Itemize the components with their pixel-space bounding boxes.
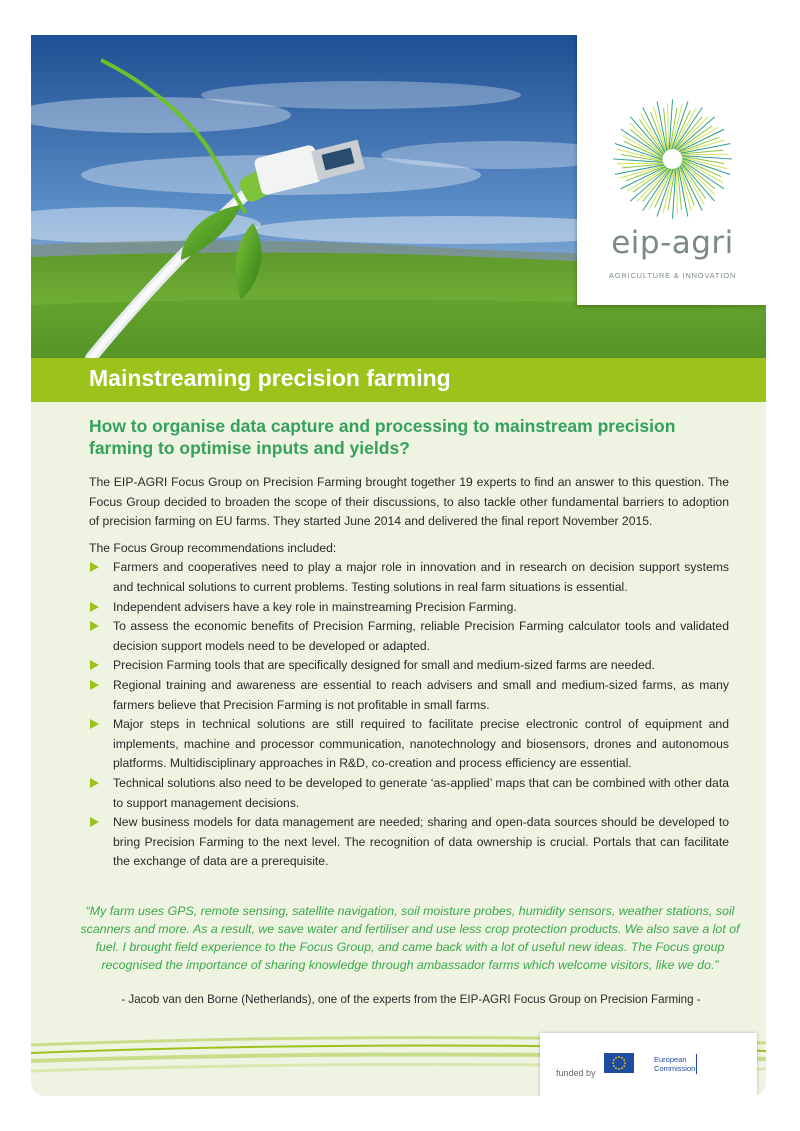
triangle-bullet-icon bbox=[90, 562, 99, 572]
list-item bbox=[89, 715, 729, 774]
triangle-bullet-icon bbox=[90, 621, 99, 631]
factsheet-page bbox=[31, 35, 766, 1096]
list-item-text: Major steps in technical solutions are still required to facilitate precise electronic control of equipment and implements, machine and processor communication, nanotechnology and biosensors, drones and autonomous platforms. Multidisciplinary approaches in R&D, co-creation and process efficiency are essential. bbox=[113, 717, 729, 771]
recommendations-list bbox=[89, 558, 729, 872]
list-item bbox=[89, 774, 729, 813]
body-text bbox=[89, 473, 729, 872]
funded-by-label: funded by bbox=[556, 1068, 596, 1078]
starburst-ray bbox=[682, 154, 728, 155]
logo-wordmark: eip-agri bbox=[611, 225, 734, 261]
quote-attribution: - Jacob van den Borne (Netherlands), one of the experts from the EIP-AGRI Focus Group on Precision Farming - bbox=[121, 993, 701, 1006]
list-item-text: Technical solutions also need to be developed to generate ‘as-applied’ maps that can be combined with other data to support management decisions. bbox=[113, 775, 729, 810]
starburst-ray bbox=[617, 163, 663, 164]
list-item bbox=[89, 617, 729, 656]
logo-tagline: AGRICULTURE & INNOVATION bbox=[608, 271, 737, 280]
list-item-text: Precision Farming tools that are specifically designed for small and medium-sized farms are needed. bbox=[113, 658, 655, 673]
ec-line-1: European bbox=[654, 1055, 687, 1064]
triangle-bullet-icon bbox=[90, 602, 99, 612]
eip-agri-logo bbox=[577, 35, 766, 305]
triangle-bullet-icon bbox=[90, 778, 99, 788]
triangle-bullet-icon bbox=[90, 660, 99, 670]
page-title: Mainstreaming precision farming bbox=[89, 365, 451, 391]
list-item-text: New business models for data management are needed; sharing and open-data sources should be developed to bring Precision Farming to the next level. The recognition of data ownership is crucial. Portals that can facilitate the exchange of data are a prerequisite. bbox=[113, 815, 729, 869]
intro-paragraph: The EIP-AGRI Focus Group on Precision Farming brought together 19 experts to find an answer to this question. The Focus Group decided to broaden the scope of their discussions, to also tackle other fundamental barriers to adoption of precision farming on EU farms. They started June 2014 and delivered the final report November 2015. bbox=[89, 475, 729, 529]
page-subtitle: How to organise data capture and processing to mainstream precision farming to optimise inputs and yields? bbox=[89, 416, 676, 458]
farmer-quote: “My farm uses GPS, remote sensing, satellite navigation, soil moisture probes, humidity sensors, weather stations, soil scanners and more. As a result, we save water and fertiliser and use less crop protection products. We also save a lot of fuel. I brought field experience to the Focus Group, and came back with a lot of useful new ideas. The Focus group recognised the importance of sharing knowledge through ambassador farms which welcome visitors, like we do.” bbox=[80, 904, 740, 972]
list-item bbox=[89, 558, 729, 597]
starburst-ray bbox=[677, 168, 678, 214]
funded-by-box bbox=[540, 1033, 757, 1096]
list-item bbox=[89, 656, 729, 676]
list-item-text: Regional training and awareness are essential to reach advisers and small and medium-sized farms, as many farmers believe that Precision Farming is not profitable in small farms. bbox=[113, 677, 729, 712]
triangle-bullet-icon bbox=[90, 680, 99, 690]
starburst-icon bbox=[595, 99, 750, 219]
triangle-bullet-icon bbox=[90, 719, 99, 729]
ec-divider bbox=[696, 1054, 697, 1074]
list-item-text: Independent advisers have a key role in mainstreaming Precision Farming. bbox=[113, 599, 517, 614]
triangle-bullet-icon bbox=[90, 817, 99, 827]
list-item bbox=[89, 676, 729, 715]
list-item bbox=[89, 813, 729, 872]
title-band bbox=[31, 358, 766, 402]
list-item bbox=[89, 598, 729, 618]
eu-flag-icon bbox=[604, 1053, 634, 1073]
ec-line-2: Commission bbox=[654, 1064, 696, 1073]
starburst-ray bbox=[668, 104, 669, 150]
recommendations-intro: The Focus Group recommendations included: bbox=[89, 540, 337, 555]
list-item-text: To assess the economic benefits of Precision Farming, reliable Precision Farming calculator tools and validated decision support models need to be developed or adapted. bbox=[113, 619, 729, 653]
list-item-text: Farmers and cooperatives need to play a major role in innovation and in research on decision support systems and technical solutions to current problems. Testing solutions in real farm situations is essential. bbox=[113, 560, 729, 594]
european-commission-label bbox=[654, 1055, 695, 1073]
